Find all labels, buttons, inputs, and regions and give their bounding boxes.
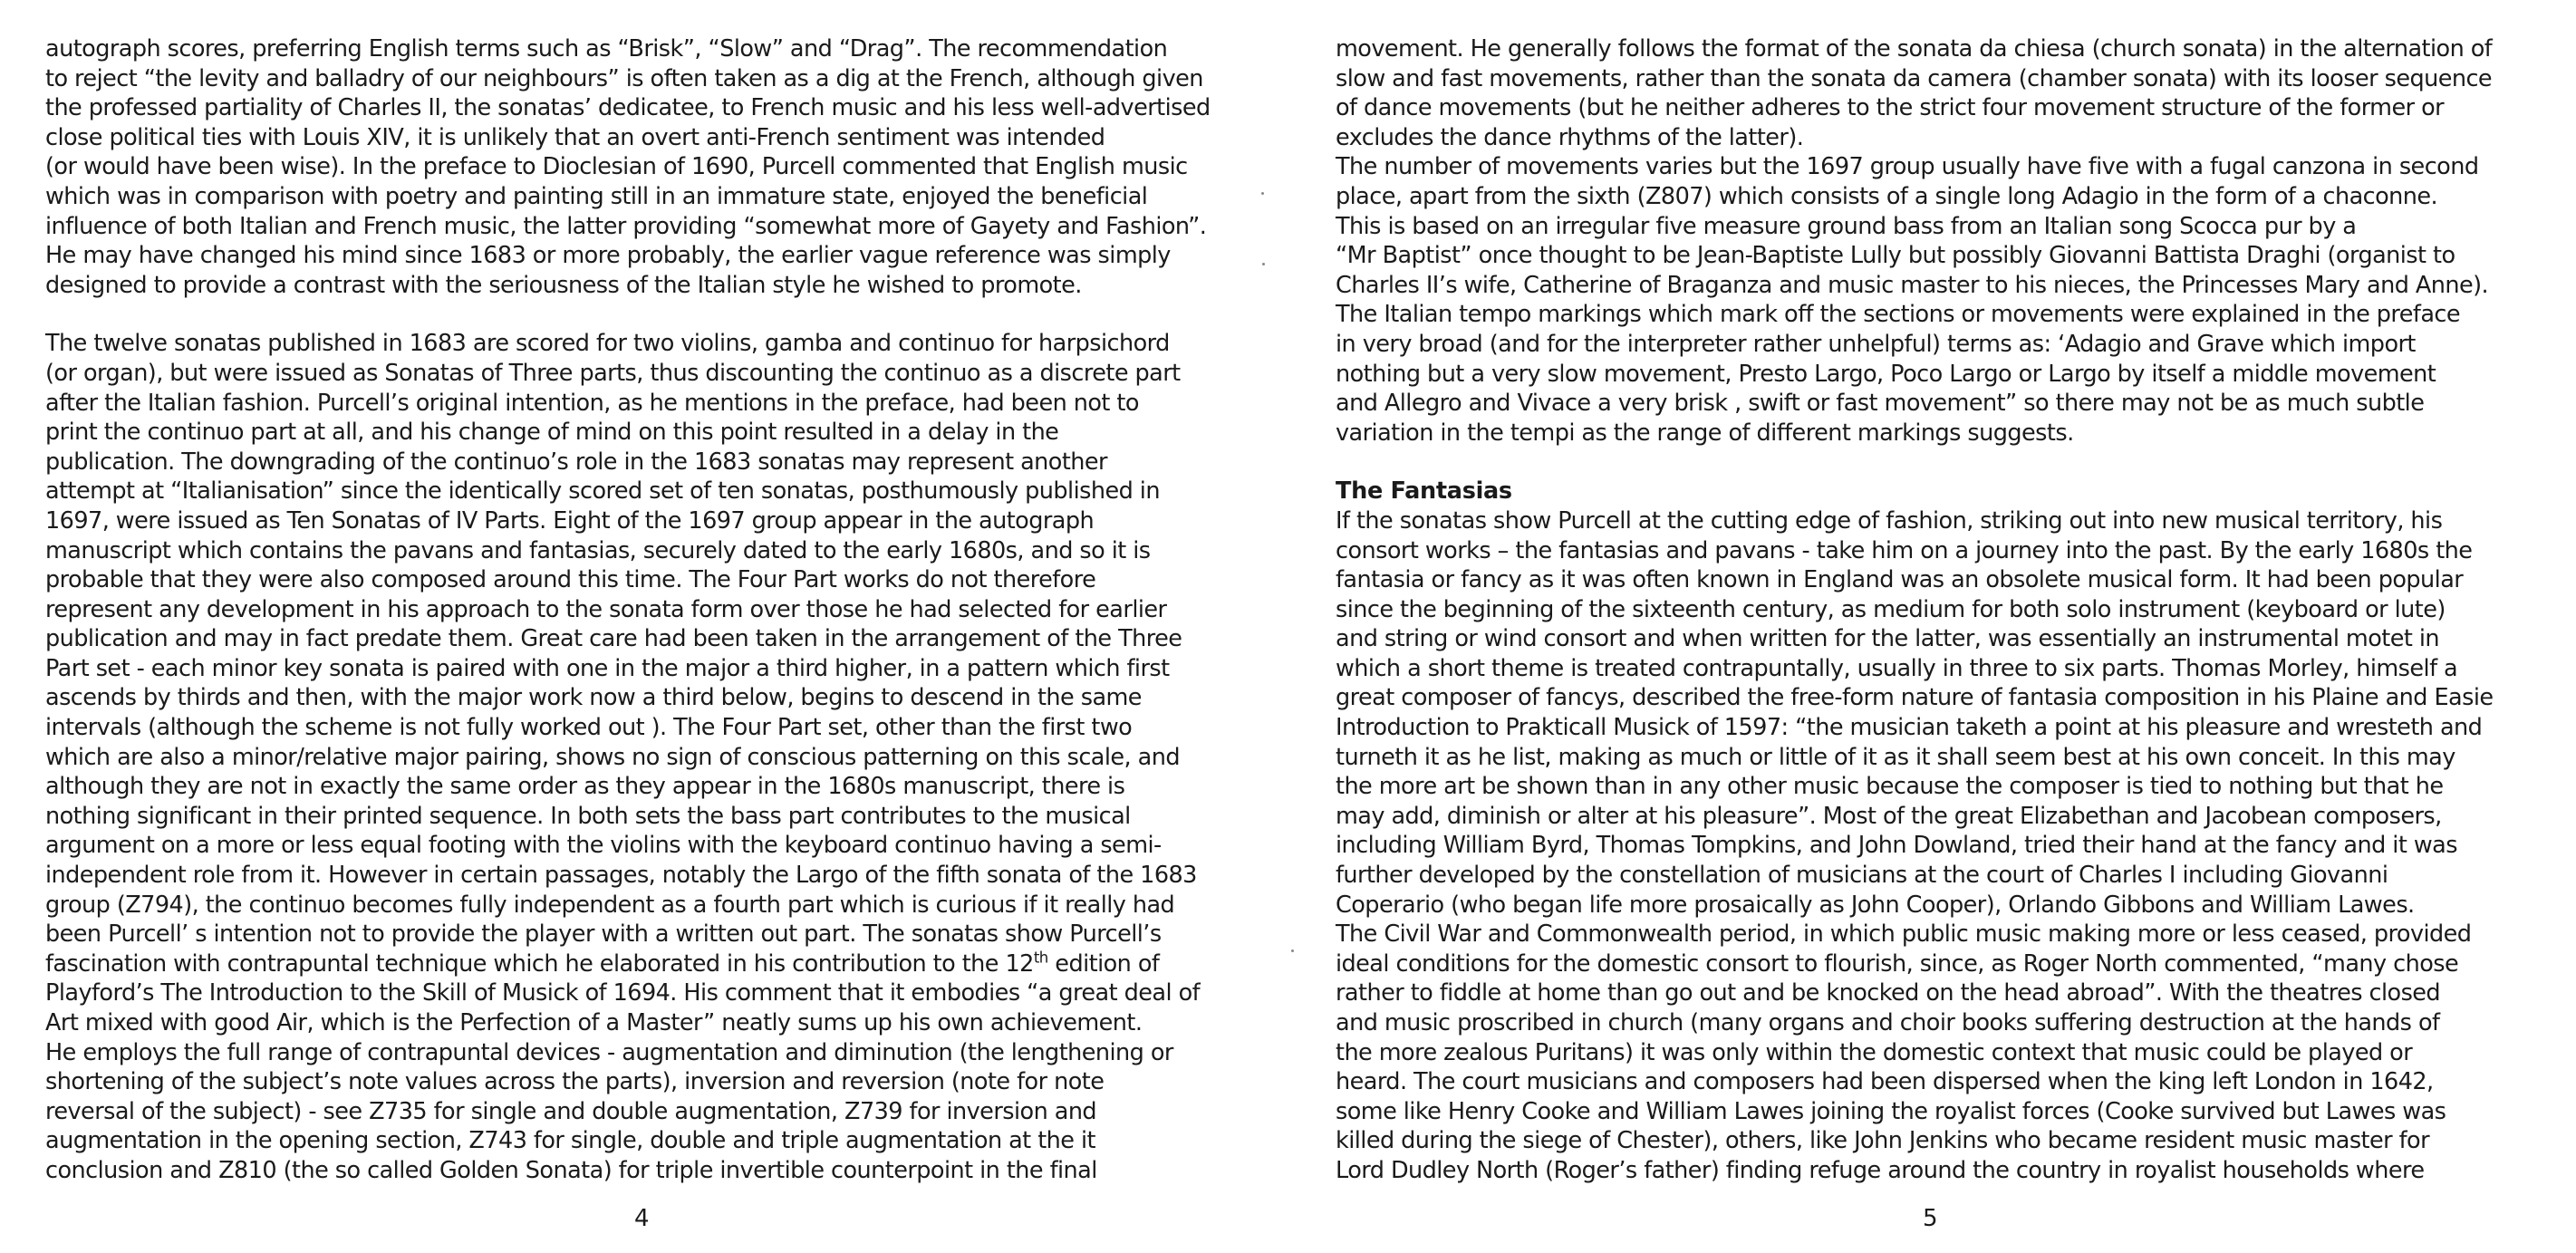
- text-line: (or would have been wise). In the preface to Dioclesian of 1690, Purcell commented that English music: [45, 153, 1188, 181]
- text-line: fantasia or fancy as it was often known in England was an obsolete musical form. It had been popular: [1336, 566, 2464, 594]
- text-line: place, apart from the sixth (Z807) which consists of a single long Adagio in the form of a chaconne.: [1336, 182, 2438, 210]
- text-line: and string or wind consort and when written for the latter, was essentially an instrumental motet in: [1336, 625, 2439, 653]
- text-line: attempt at “Italianisation” since the identically scored set of ten sonatas, posthumously published in: [45, 477, 1160, 506]
- text-line: 1697, were issued as Ten Sonatas of IV Parts. Eight of the 1697 group appear in the autograph: [45, 506, 1095, 535]
- text-line: and Allegro and Vivace a very brisk , swift or fast movement” so there may not be as much subtle: [1336, 390, 2425, 418]
- text-line: the professed partiality of Charles II, the sonatas’ dedicatee, to French music and his less well-advertised: [45, 94, 1211, 122]
- text-line: designed to provide a contrast with the seriousness of the Italian style he wished to promote.: [45, 271, 1082, 299]
- text-line: influence of both Italian and French music, the latter providing “somewhat more of Gayety and Fashion”.: [45, 212, 1207, 240]
- text-line: nothing significant in their printed sequence. In both sets the bass part contributes to the musical: [45, 802, 1131, 830]
- text-line: publication and may in fact predate them. Great care had been taken in the arrangement of the Three: [45, 625, 1182, 653]
- right-page-fantasias-text: [1336, 506, 2541, 1186]
- text-line: rather to fiddle at home than go out and be knocked on the head abroad”. With the theatres closed: [1336, 979, 2441, 1007]
- text-line: represent any development in his approach to the sonata form over those he had selected for earlier: [45, 595, 1167, 623]
- text-line: turneth it as he list, making as much or little of it as it shall seem best at his own conceit. In this may: [1336, 743, 2455, 771]
- text-line: variation in the tempi as the range of different markings suggests.: [1336, 419, 2074, 447]
- text-line: and music proscribed in church (many organs and choir books suffering destruction at the hands of: [1336, 1009, 2440, 1036]
- text-line: some like Henry Cooke and William Lawes joining the royalist forces (Cooke survived but Lawes was: [1336, 1097, 2446, 1125]
- text-line: which a short theme is treated contrapuntally, usually in three to six parts. Thomas Morley, himself a: [1336, 654, 2458, 682]
- text-line: (or organ), but were issued as Sonatas of Three parts, thus discounting the continuo as a discrete part: [45, 359, 1181, 387]
- text-line: The number of movements varies but the 1697 group usually have five with a fugal canzona in second: [1336, 153, 2479, 181]
- text-line: publication. The downgrading of the continuo’s role in the 1683 sonatas may represent another: [45, 448, 1107, 476]
- text-line: manuscript which contains the pavans and fantasias, securely dated to the early 1680s, and so it is: [45, 536, 1151, 564]
- text-line: since the beginning of the sixteenth century, as medium for both solo instrument (keyboard or lute): [1336, 595, 2446, 623]
- text-line: including William Byrd, Thomas Tompkins, and John Dowland, tried their hand at the fancy and it was: [1336, 832, 2457, 860]
- text-line: fascination with contrapuntal technique which he elaborated in his contribution to the 12th edition of: [45, 949, 1160, 978]
- text-line: He employs the full range of contrapuntal devices - augmentation and diminution (the lengthening or: [45, 1038, 1173, 1066]
- text-line: Charles II’s wife, Catherine of Braganza and music master to his nieces, the Princesses Mary and Anne).: [1336, 271, 2489, 299]
- text-line: Introduction to Prakticall Musick of 1597: “the musician taketh a point at his pleasure and wresteth and: [1336, 714, 2483, 742]
- text-line: If the sonatas show Purcell at the cutting edge of fashion, striking out into new musical territory, his: [1336, 506, 2443, 535]
- paragraph-gap: [45, 300, 1250, 329]
- text-line: Playford’s The Introduction to the Skill of Musick of 1694. His comment that it embodies “a great deal of: [45, 979, 1201, 1007]
- text-line: print the continuo part at all, and his change of mind on this point resulted in a delay in the: [45, 419, 1059, 447]
- text-line: which was in comparison with poetry and painting still in an immature state, enjoyed the beneficial: [45, 182, 1148, 210]
- text-line: after the Italian fashion. Purcell’s original intention, as he mentions in the preface, had been not to: [45, 389, 1139, 417]
- text-line: augmentation in the opening section, Z743 for single, double and triple augmentation at the it: [45, 1127, 1095, 1155]
- text-line: been Purcell’ s intention not to provide the player with a written out part. The sonatas show Purcell’s: [45, 920, 1162, 949]
- text-line: “Mr Baptist” once thought to be Jean-Baptiste Lully but possibly Giovanni Battista Draghi (organist to: [1336, 242, 2455, 270]
- text-line: may add, diminish or alter at his pleasure”. Most of the great Elizabethan and Jacobean composers,: [1336, 802, 2442, 830]
- text-line: Lord Dudley North (Roger’s father) finding refuge around the country in royalist households where: [1336, 1156, 2425, 1184]
- text-line: reversal of the subject) - see Z735 for single and double augmentation, Z739 for inversion and: [45, 1097, 1097, 1125]
- text-line: This is based on an irregular five measure ground bass from an Italian song Scocca pur by a: [1336, 212, 2357, 240]
- text-line: Part set - each minor key sonata is paired with one in the major a third higher, in a pattern which first: [45, 654, 1170, 682]
- text-line: heard. The court musicians and composers had been dispersed when the king left London in 1642,: [1336, 1068, 2434, 1096]
- text-line: to reject “the levity and balladry of our neighbours” is often taken as a dig at the French, although given: [45, 64, 1203, 92]
- text-line: movement. He generally follows the format of the sonata da chiesa (church sonata) in the alternation of: [1336, 35, 2493, 63]
- text-line: probable that they were also composed around this time. The Four Part works do not therefore: [45, 566, 1096, 594]
- text-line: intervals (although the scheme is not fully worked out ). The Four Part set, other than the first two: [45, 714, 1133, 742]
- text-line: Coperario (who began life more prosaically as John Cooper), Orlando Gibbons and William Lawes.: [1336, 891, 2415, 919]
- right-page-intro-text: [1336, 34, 2541, 448]
- text-line: although they are not in exactly the same order as they appear in the 1680s manuscript, there is: [45, 773, 1125, 801]
- scan-speck: [1261, 192, 1264, 195]
- left-page: [45, 34, 1250, 1186]
- scan-speck: [1291, 949, 1294, 952]
- text-line: great composer of fancys, described the free-form nature of fantasia composition in his Plaine and Easie: [1336, 684, 2494, 712]
- text-line: The twelve sonatas published in 1683 are scored for two violins, gamba and continuo for harpsichord: [45, 330, 1170, 358]
- paragraph-gap: [1336, 448, 2541, 477]
- text-line: the more art be shown than in any other music because the composer is tied to nothing but that he: [1336, 773, 2444, 801]
- text-line: autograph scores, preferring English terms such as “Brisk”, “Slow” and “Drag”. The recommendation: [45, 35, 1168, 63]
- right-page: [1336, 34, 2541, 1186]
- text-line: The Civil War and Commonwealth period, in which public music making more or less ceased, provided: [1336, 920, 2472, 949]
- text-line: conclusion and Z810 (the so called Golden Sonata) for triple invertible counterpoint in the final: [45, 1156, 1097, 1184]
- text-line: slow and fast movements, rather than the sonata da camera (chamber sonata) with its looser sequence: [1336, 64, 2493, 92]
- text-line: independent role from it. However in certain passages, notably the Largo of the fifth sonata of the 1683: [45, 862, 1197, 890]
- text-line: excludes the dance rhythms of the latter).: [1336, 123, 1804, 151]
- text-line: ascends by thirds and then, with the major work now a third below, begins to descend in the same: [45, 684, 1142, 712]
- text-line: which are also a minor/relative major pairing, shows no sign of conscious patterning on this scale, and: [45, 743, 1180, 771]
- text-line: ideal conditions for the domestic consort to flourish, since, as Roger North commented, “many chose: [1336, 949, 2459, 978]
- section-heading: The Fantasias: [1336, 477, 1512, 506]
- page-number-left: 4: [634, 1205, 650, 1232]
- text-line: of dance movements (but he neither adheres to the strict four movement structure of the former or: [1336, 94, 2445, 122]
- text-line: killed during the siege of Chester), others, like John Jenkins who became resident music master for: [1336, 1127, 2430, 1155]
- text-line: The Italian tempo markings which mark off the sections or movements were explained in the preface: [1336, 301, 2461, 329]
- text-line: nothing but a very slow movement, Presto Largo, Poco Largo or Largo by itself a middle movement: [1336, 360, 2436, 388]
- text-line: further developed by the constellation of musicians at the court of Charles I including Giovanni: [1336, 862, 2388, 890]
- text-line: consort works – the fantasias and pavans - take him on a journey into the past. By the early 1680s the: [1336, 536, 2473, 564]
- text-line: the more zealous Puritans) it was only within the domestic context that music could be played or: [1336, 1038, 2413, 1066]
- text-line: close political ties with Louis XIV, it is unlikely that an overt anti-French sentiment was intended: [45, 123, 1105, 151]
- text-line: argument on a more or less equal footing with the violins with the keyboard continuo having a semi-: [45, 832, 1162, 860]
- text-line: shortening of the subject’s note values across the parts), inversion and reversion (note for note: [45, 1068, 1105, 1096]
- text-line: in very broad (and for the interpreter rather unhelpful) terms as: ‘Adagio and Grave which import: [1336, 330, 2416, 358]
- text-line: group (Z794), the continuo becomes fully independent as a fourth part which is curious if it really had: [45, 891, 1175, 919]
- page-number-right: 5: [1923, 1205, 1938, 1232]
- text-line: He may have changed his mind since 1683 or more probably, the earlier vague reference was simply: [45, 242, 1171, 270]
- text-line: Art mixed with good Air, which is the Perfection of a Master” neatly sums up his own achievement.: [45, 1009, 1143, 1036]
- scan-speck: [1262, 263, 1265, 265]
